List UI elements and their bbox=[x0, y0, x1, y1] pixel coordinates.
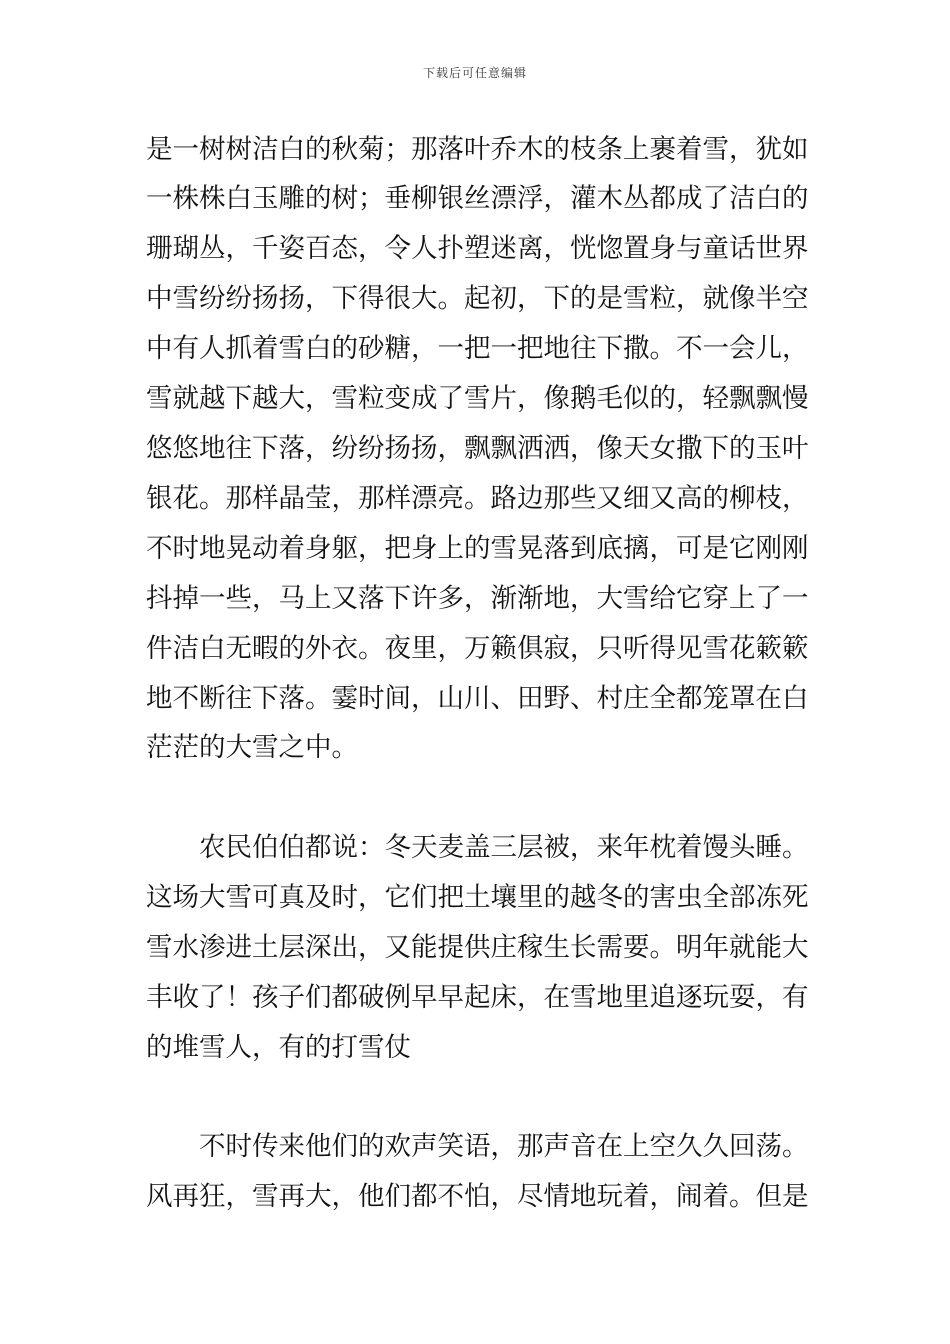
text-line: 风再狂，雪再大，他们都不怕，尽情地玩着，闹着。但是 bbox=[146, 1181, 809, 1212]
text-line: 一株株白玉雕的树；垂柳银丝漂浮，灌木丛都成了洁白的 bbox=[146, 183, 809, 214]
text-line: 不时地晃动着身躯，把身上的雪晃落到底摛，可是它刚刚 bbox=[146, 533, 809, 564]
text-line: 抖掉一些，马上又落下许多，渐渐地，大雪给它穿上了一 bbox=[146, 583, 809, 614]
text-line: 农民伯伯都说：冬天麦盖三层被，来年枕着馒头睡。 bbox=[146, 832, 809, 863]
text-line: 这场大雪可真及时，它们把土壤里的越冬的害虫全部冻死 bbox=[146, 882, 809, 913]
text-line: 件洁白无暇的外衣。夜里，万籁俱寂，只听得见雪花簌簌 bbox=[146, 633, 809, 664]
page-header: 下载后可任意编辑 bbox=[422, 66, 527, 80]
text-line: 悠悠地往下落，纷纷扬扬，飘飘洒洒，像天女撒下的玉叶 bbox=[146, 433, 809, 464]
text-line: 地不断往下落。霎时间，山川、田野、村庄全都笼罩在白 bbox=[146, 683, 809, 714]
text-line: 丰收了！孩子们都破例早早起床，在雪地里追逐玩耍，有 bbox=[146, 982, 809, 1013]
text-line: 中雪纷纷扬扬，下得很大。起初，下的是雪粒，就像半空 bbox=[146, 283, 809, 314]
text-line: 是一树树洁白的秋菊；那落叶乔木的枝条上裹着雪，犹如 bbox=[146, 134, 809, 165]
text-line: 银花。那样晶莹，那样漂亮。路边那些又细又高的柳枝， bbox=[146, 483, 809, 514]
text-line: 珊瑚丛，千姿百态，令人扑塑迷离，恍惚置身与童话世界 bbox=[146, 233, 809, 264]
text-line: 不时传来他们的欢声笑语，那声音在上空久久回荡。 bbox=[146, 1131, 809, 1162]
text-line: 中有人抓着雪白的砂糖，一把一把地往下撒。不一会儿， bbox=[146, 333, 809, 364]
text-line: 雪水渗进土层深出，又能提供庄稼生长需要。明年就能大 bbox=[146, 932, 809, 963]
text-line: 雪就越下越大，雪粒变成了雪片，像鹅毛似的，轻飘飘慢 bbox=[146, 383, 809, 414]
text-line: 茫茫的大雪之中。 bbox=[146, 732, 358, 763]
text-line: 的堆雪人，有的打雪仗 bbox=[146, 1032, 411, 1063]
